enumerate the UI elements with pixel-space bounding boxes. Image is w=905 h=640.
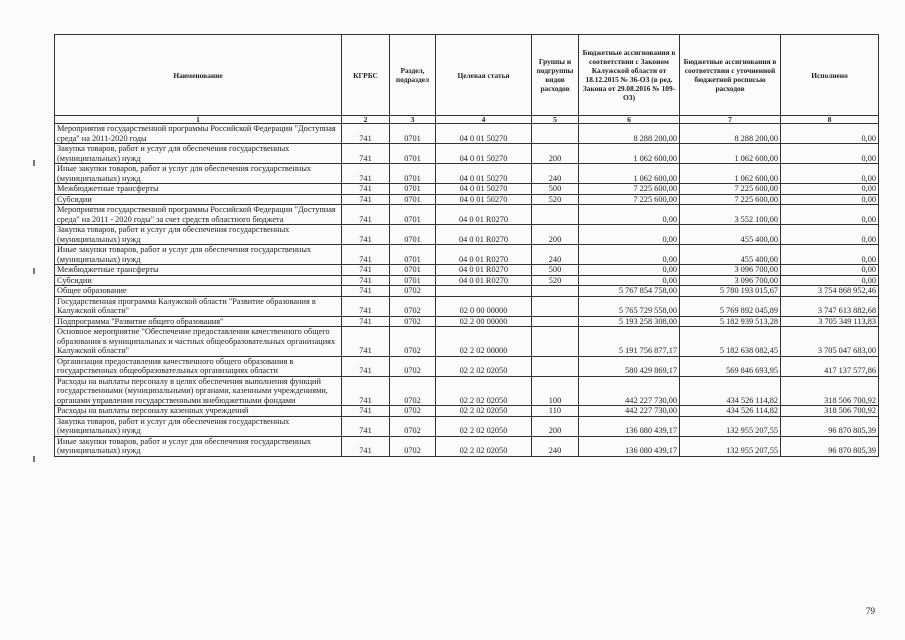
row-name: Мероприятия государственной программы Российской Федерации "Доступная среда" на 2011 - 2020 годы" за счет средств областного бюджета [55, 205, 342, 225]
row-law-amount: 1 062 600,00 [579, 164, 680, 184]
row-section: 0701 [390, 194, 436, 205]
table-row [55, 164, 879, 184]
table-row [55, 406, 879, 417]
row-expense-type: 200 [532, 416, 579, 436]
row-law-amount: 5 191 756 877,17 [579, 327, 680, 357]
row-name: Государственная программа Калужской области "Развитие образования в Калужской области" [55, 296, 342, 316]
row-kgrbs: 741 [342, 316, 390, 327]
row-law-amount: 136 080 439,17 [579, 436, 680, 456]
row-section: 0701 [390, 225, 436, 245]
row-section: 0702 [390, 376, 436, 406]
row-expense-type: 520 [532, 275, 579, 286]
table-row [55, 436, 879, 456]
row-target: 04 0 01 R0270 [436, 225, 532, 245]
row-executed-amount: 318 506 700,92 [781, 376, 879, 406]
row-expense-type [532, 205, 579, 225]
column-number: 3 [390, 116, 436, 124]
column-number: 5 [532, 116, 579, 124]
row-expense-type: 100 [532, 376, 579, 406]
row-section: 0702 [390, 316, 436, 327]
row-expense-type: 520 [532, 194, 579, 205]
header-row [55, 35, 879, 116]
row-section: 0701 [390, 265, 436, 276]
column-number: 7 [680, 116, 781, 124]
row-section: 0701 [390, 144, 436, 164]
row-refined-amount: 434 526 114,82 [680, 406, 781, 417]
row-target: 04 0 01 R0270 [436, 205, 532, 225]
row-executed-amount: 96 870 805,39 [781, 436, 879, 456]
row-law-amount: 442 227 730,00 [579, 406, 680, 417]
row-name: Иные закупки товаров, работ и услуг для обеспечения государственных (муниципальных) нужд [55, 164, 342, 184]
row-expense-type: 240 [532, 164, 579, 184]
row-refined-amount: 3 096 700,00 [680, 265, 781, 276]
row-target: 02 2 02 02050 [436, 356, 532, 376]
row-kgrbs: 741 [342, 194, 390, 205]
row-expense-type: 240 [532, 245, 579, 265]
row-refined-amount: 455 400,00 [680, 245, 781, 265]
row-section: 0701 [390, 184, 436, 195]
row-section: 0702 [390, 286, 436, 297]
row-kgrbs: 741 [342, 406, 390, 417]
row-law-amount: 0,00 [579, 275, 680, 286]
row-law-amount: 7 225 600,00 [579, 184, 680, 195]
row-name: Субсидии [55, 194, 342, 205]
scan-edge-mark [33, 268, 35, 274]
row-name: Закупка товаров, работ и услуг для обеспечения государственных (муниципальных) нужд [55, 144, 342, 164]
row-target: 04 0 01 R0270 [436, 245, 532, 265]
row-target: 02 2 02 02050 [436, 376, 532, 406]
row-law-amount: 5 765 729 558,00 [579, 296, 680, 316]
row-expense-type [532, 316, 579, 327]
table-row [55, 124, 879, 144]
table-row [55, 194, 879, 205]
table-row [55, 275, 879, 286]
row-section: 0701 [390, 164, 436, 184]
row-kgrbs: 741 [342, 225, 390, 245]
page-number: 79 [866, 606, 875, 616]
table-row [55, 205, 879, 225]
row-kgrbs: 741 [342, 124, 390, 144]
row-target: 04 0 01 50270 [436, 124, 532, 144]
table-row [55, 316, 879, 327]
row-executed-amount: 3 705 047 683,00 [781, 327, 879, 357]
row-name: Расходы на выплаты персоналу в целях обеспечения выполнения функций государственными (муниципальными) органами, казенными учреждениями, органами управления государственными внебюджетными фондами [55, 376, 342, 406]
row-executed-amount: 0,00 [781, 245, 879, 265]
row-refined-amount: 1 062 600,00 [680, 144, 781, 164]
row-expense-type [532, 356, 579, 376]
column-number-row [55, 116, 879, 124]
row-refined-amount: 5 182 939 513,28 [680, 316, 781, 327]
row-kgrbs: 741 [342, 275, 390, 286]
header-refined: Бюджетные ассигнования в соответствии с уточненной бюджетной росписью расходов [680, 35, 781, 116]
row-executed-amount: 3 747 613 882,68 [781, 296, 879, 316]
row-executed-amount: 0,00 [781, 275, 879, 286]
row-refined-amount: 434 526 114,82 [680, 376, 781, 406]
row-executed-amount: 0,00 [781, 194, 879, 205]
header-target: Целевая статья [436, 35, 532, 116]
row-target: 04 0 01 50270 [436, 184, 532, 195]
row-section: 0702 [390, 416, 436, 436]
row-name: Закупка товаров, работ и услуг для обеспечения государственных (муниципальных) нужд [55, 225, 342, 245]
row-target [436, 286, 532, 297]
row-kgrbs: 741 [342, 327, 390, 357]
row-law-amount: 8 288 200,00 [579, 124, 680, 144]
row-name: Закупка товаров, работ и услуг для обеспечения государственных (муниципальных) нужд [55, 416, 342, 436]
row-executed-amount: 96 870 805,39 [781, 416, 879, 436]
row-name: Расходы на выплаты персоналу казенных учреждений [55, 406, 342, 417]
row-name: Подпрограмма "Развитие общего образования" [55, 316, 342, 327]
row-target: 02 2 02 00000 [436, 327, 532, 357]
row-name: Иные закупки товаров, работ и услуг для обеспечения государственных (муниципальных) нужд [55, 245, 342, 265]
header-name: Наименование [55, 35, 342, 116]
row-target: 02 0 00 00000 [436, 296, 532, 316]
row-target: 02 2 02 02050 [436, 416, 532, 436]
row-law-amount: 0,00 [579, 265, 680, 276]
row-section: 0701 [390, 124, 436, 144]
row-refined-amount: 3 096 700,00 [680, 275, 781, 286]
row-section: 0701 [390, 245, 436, 265]
row-law-amount: 136 080 439,17 [579, 416, 680, 436]
row-name: Мероприятия государственной программы Российской Федерации "Доступная среда" на 2011-2020 годы [55, 124, 342, 144]
row-kgrbs: 741 [342, 144, 390, 164]
row-name: Субсидии [55, 275, 342, 286]
column-number: 2 [342, 116, 390, 124]
row-refined-amount: 8 288 200,00 [680, 124, 781, 144]
header-groups: Группы и подгруппы видов расходов [532, 35, 579, 116]
budget-table [54, 34, 879, 457]
column-number: 6 [579, 116, 680, 124]
row-section: 0702 [390, 327, 436, 357]
row-expense-type: 110 [532, 406, 579, 417]
row-target: 02 2 02 02050 [436, 436, 532, 456]
row-kgrbs: 741 [342, 245, 390, 265]
row-executed-amount: 0,00 [781, 184, 879, 195]
column-number: 4 [436, 116, 532, 124]
row-refined-amount: 5 780 193 015,67 [680, 286, 781, 297]
row-refined-amount: 5 769 892 045,89 [680, 296, 781, 316]
header-kgrbs: КГРБС [342, 35, 390, 116]
row-section: 0702 [390, 356, 436, 376]
row-target: 04 0 01 R0270 [436, 275, 532, 286]
row-law-amount: 0,00 [579, 225, 680, 245]
row-executed-amount: 0,00 [781, 164, 879, 184]
row-refined-amount: 132 955 207,55 [680, 416, 781, 436]
row-section: 0702 [390, 406, 436, 417]
row-executed-amount: 3 705 349 113,83 [781, 316, 879, 327]
row-expense-type: 200 [532, 144, 579, 164]
row-expense-type [532, 296, 579, 316]
row-refined-amount: 3 552 100,00 [680, 205, 781, 225]
table-row [55, 296, 879, 316]
row-kgrbs: 741 [342, 356, 390, 376]
row-kgrbs: 741 [342, 436, 390, 456]
row-law-amount: 7 225 600,00 [579, 194, 680, 205]
table-row [55, 144, 879, 164]
table-row [55, 416, 879, 436]
row-section: 0702 [390, 436, 436, 456]
row-name: Межбюджетные трансферты [55, 265, 342, 276]
row-law-amount: 1 062 600,00 [579, 144, 680, 164]
row-target: 02 2 00 00000 [436, 316, 532, 327]
row-refined-amount: 7 225 600,00 [680, 184, 781, 195]
row-expense-type [532, 327, 579, 357]
table-row [55, 376, 879, 406]
row-expense-type: 500 [532, 184, 579, 195]
table-row [55, 327, 879, 357]
row-kgrbs: 741 [342, 265, 390, 276]
table-row [55, 225, 879, 245]
row-expense-type [532, 124, 579, 144]
row-executed-amount: 417 137 577,86 [781, 356, 879, 376]
row-target: 02 2 02 02050 [436, 406, 532, 417]
row-executed-amount: 318 506 700,92 [781, 406, 879, 417]
column-number: 1 [55, 116, 342, 124]
row-executed-amount: 3 754 868 952,46 [781, 286, 879, 297]
row-kgrbs: 741 [342, 164, 390, 184]
row-executed-amount: 0,00 [781, 124, 879, 144]
table-row [55, 356, 879, 376]
row-law-amount: 442 227 730,00 [579, 376, 680, 406]
row-executed-amount: 0,00 [781, 205, 879, 225]
row-executed-amount: 0,00 [781, 144, 879, 164]
row-kgrbs: 741 [342, 205, 390, 225]
row-kgrbs: 741 [342, 286, 390, 297]
row-law-amount: 0,00 [579, 205, 680, 225]
row-law-amount: 0,00 [579, 245, 680, 265]
table-row [55, 245, 879, 265]
row-refined-amount: 132 955 207,55 [680, 436, 781, 456]
scan-edge-mark [33, 456, 35, 462]
row-refined-amount: 1 062 600,00 [680, 164, 781, 184]
table-row [55, 286, 879, 297]
row-expense-type: 240 [532, 436, 579, 456]
row-section: 0701 [390, 275, 436, 286]
row-name: Основное мероприятие "Обеспечение предоставления качественного общего образования в муниципальных и частных общеобразовательных организациях Калужской области" [55, 327, 342, 357]
header-law: Бюджетные ассигнования в соответствии с Законом Калужской области от 18.12.2015 № 36-ОЗ (в ред. Закона от 29.08.2016 № 109-ОЗ) [579, 35, 680, 116]
row-law-amount: 580 429 869,17 [579, 356, 680, 376]
row-name: Иные закупки товаров, работ и услуг для обеспечения государственных (муниципальных) нужд [55, 436, 342, 456]
row-refined-amount: 7 225 600,00 [680, 194, 781, 205]
row-section: 0702 [390, 296, 436, 316]
row-target: 04 0 01 50270 [436, 164, 532, 184]
row-executed-amount: 0,00 [781, 225, 879, 245]
row-expense-type: 200 [532, 225, 579, 245]
header-section: Раздел, подраздел [390, 35, 436, 116]
row-expense-type: 500 [532, 265, 579, 276]
row-law-amount: 5 767 854 758,00 [579, 286, 680, 297]
header-executed: Исполнено [781, 35, 879, 116]
row-kgrbs: 741 [342, 416, 390, 436]
table-row [55, 184, 879, 195]
row-name: Организация предоставления качественного общего образования в государственных общеобразовательных организациях области [55, 356, 342, 376]
row-kgrbs: 741 [342, 296, 390, 316]
row-law-amount: 5 193 258 308,00 [579, 316, 680, 327]
column-number: 8 [781, 116, 879, 124]
row-refined-amount: 569 846 693,95 [680, 356, 781, 376]
row-executed-amount: 0,00 [781, 265, 879, 276]
row-kgrbs: 741 [342, 184, 390, 195]
row-target: 04 0 01 50270 [436, 144, 532, 164]
row-refined-amount: 5 182 638 082,45 [680, 327, 781, 357]
row-kgrbs: 741 [342, 376, 390, 406]
row-name: Межбюджетные трансферты [55, 184, 342, 195]
row-target: 04 0 01 50270 [436, 194, 532, 205]
row-target: 04 0 01 R0270 [436, 265, 532, 276]
table-row [55, 265, 879, 276]
row-refined-amount: 455 400,00 [680, 225, 781, 245]
row-name: Общее образование [55, 286, 342, 297]
row-section: 0701 [390, 205, 436, 225]
row-expense-type [532, 286, 579, 297]
scan-edge-mark [33, 160, 35, 166]
